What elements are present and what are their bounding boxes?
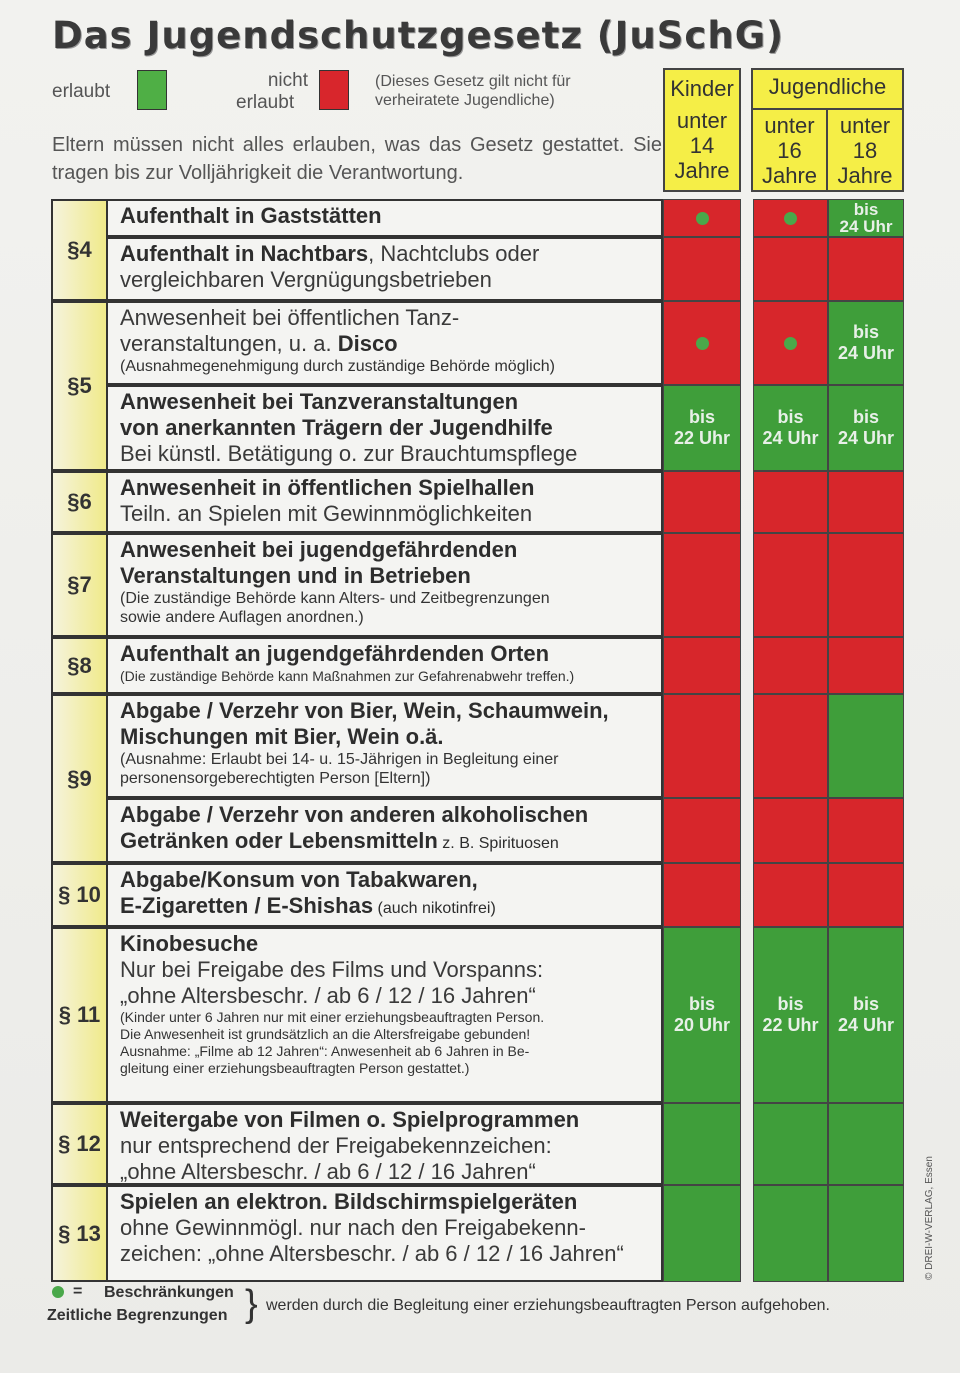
legend-not-allowed-label-2: erlaubt: [236, 92, 295, 113]
row-nachtbars-title: Aufenthalt in Nachtbars: [120, 241, 369, 266]
row-filme-text-2: „ohne Altersbeschr. / ab 6 / 12 / 16 Jahren“: [120, 1159, 536, 1184]
cell-r13-u16: [753, 1185, 828, 1282]
cell-r10-u16: [753, 863, 828, 927]
cell-r1-u14: [663, 199, 741, 237]
cell-r2-u16: [753, 237, 828, 301]
cell-r11-u14-l2: 20 Uhr: [673, 1015, 731, 1035]
intro-text: Eltern müssen nicht alles erlauben, was das Gesetz gestattet. Sie tragen bis zur Volljährigkeit die Verantwortung.: [52, 134, 662, 184]
cell-r2-u18: [828, 237, 904, 301]
row-kino: [106, 927, 663, 1103]
cell-r11-u16-l2: 22 Uhr: [762, 1015, 819, 1035]
copyright: © DREI-W-VERLAG, Essen: [924, 1156, 935, 1280]
row-veranst-note-1: (Die zuständige Behörde kann Alters- und Zeitbegrenzungen: [120, 590, 550, 607]
row-bier-title-2: Mischungen mit Bier, Wein o.ä.: [120, 724, 444, 749]
header-c2-line1: unter: [764, 113, 815, 138]
row-filme-text-1: nur entsprechend der Freigabekennzeichen:: [120, 1133, 552, 1158]
header-u18: [828, 113, 902, 188]
footer-text: werden durch die Begleitung einer erziehungsbeauftragten Person aufgehoben.: [266, 1297, 830, 1314]
header-u16: [753, 113, 826, 188]
cell-r4-u14-l1: bis: [688, 407, 715, 427]
cell-r4-u16-l2: 24 Uhr: [762, 428, 819, 448]
legend-not-allowed-swatch: [319, 70, 349, 110]
page-title: Das Jugendschutzgesetz (JuSchG): [52, 14, 784, 57]
row-disco-text-2: veranstaltungen, u. a.: [120, 331, 338, 356]
section-6: §6: [51, 471, 106, 533]
header-c2-line3: Jahre: [761, 163, 818, 188]
row-nachtbars-text-1: , Nachtclubs oder: [368, 241, 540, 266]
row-spielhallen: [106, 471, 663, 533]
section-5: §5: [51, 301, 106, 471]
cell-r11-u14-l1: bis: [688, 994, 715, 1014]
restriction-dot-icon: [696, 337, 709, 350]
cell-r6-u18: [828, 533, 904, 637]
cell-r8-u18: [828, 694, 904, 798]
cell-r8-u16: [753, 694, 828, 798]
row-filme-title: Weitergabe von Filmen o. Spielprogrammen: [120, 1107, 580, 1132]
cell-r1-u16: [753, 199, 828, 237]
row-jugendhilfe-title-1: Anwesenheit bei Tanzveranstaltungen: [120, 389, 519, 414]
cell-r11-u18: [828, 927, 904, 1103]
section-8: §8: [51, 637, 106, 694]
cell-r11-u18-l1: bis: [852, 994, 879, 1014]
footer-eq: =: [73, 1283, 83, 1300]
cell-r12-u16: [753, 1103, 828, 1185]
row-disco-text-1: Anwesenheit bei öffentlichen Tanz-: [120, 305, 460, 330]
header-c2-line2: 16: [777, 138, 802, 163]
cell-r10-u18: [828, 863, 904, 927]
cell-r13-u14: [663, 1185, 741, 1282]
row-orte-title: Aufenthalt an jugendgefährdenden Orten: [120, 641, 550, 666]
cell-r11-u14: [663, 927, 741, 1103]
row-tabak: [106, 863, 663, 927]
section-11: § 11: [51, 927, 106, 1103]
row-tabak-title-1: Abgabe/Konsum von Tabakwaren,: [120, 867, 478, 892]
legend-not-allowed-label-1: nicht: [267, 70, 308, 91]
cell-r7-u18: [828, 637, 904, 694]
header-c3-line2: 18: [852, 138, 878, 163]
header-kinder-label: Kinder: [670, 76, 734, 101]
header-kinder-u14: [663, 68, 741, 192]
header-c1-line3: Jahre: [674, 158, 730, 183]
cell-r12-u18: [828, 1103, 904, 1185]
cell-r12-u14: [663, 1103, 741, 1185]
brace-icon: }: [245, 1283, 258, 1325]
row-tanz-disco: [106, 301, 663, 385]
section-4: §4: [51, 199, 106, 301]
header-c3-line1: unter: [839, 113, 891, 138]
row-disco-note: (Ausnahmegenehmigung durch zuständige Behörde möglich): [120, 358, 555, 375]
cell-r2-u14: [663, 237, 741, 301]
cell-r9-u14: [663, 798, 741, 863]
cell-r8-u14: [663, 694, 741, 798]
row-jugendhilfe-title-2: von anerkannten Trägern der Jugendhilfe: [120, 415, 553, 440]
row-alkohol-title-1: Abgabe / Verzehr von anderen alkoholischen: [120, 802, 589, 827]
row-kino-note-4: gleitung einer erziehungsbeauftragten Person gestattet.): [120, 1060, 470, 1076]
cell-r11-u16-l1: bis: [777, 994, 804, 1014]
legend-allowed-label: erlaubt: [52, 81, 111, 102]
cell-r3-u14: [663, 301, 741, 385]
cell-r3-u18-l1: bis: [852, 322, 879, 342]
row-alkohol-title-2: Getränken oder Lebensmitteln: [120, 828, 438, 853]
cell-r1-u18: [828, 199, 904, 237]
row-kino-note-3: Ausnahme: „Filme ab 12 Jahren“: Anwesenheit ab 6 Jahren in Be-: [120, 1043, 530, 1059]
cell-r4-u14-l2: 22 Uhr: [673, 428, 731, 448]
row-bier-note-1: (Ausnahme: Erlaubt bei 14- u. 15-Jährigen in Begleitung einer: [120, 751, 559, 768]
cell-r4-u16: [753, 385, 828, 471]
cell-r3-u18: [828, 301, 904, 385]
restriction-dot-icon: [52, 1286, 64, 1298]
cell-r4-u18-l1: bis: [852, 407, 879, 427]
row-disco-title: Disco: [337, 331, 398, 356]
row-orte-note: (Die zuständige Behörde kann Maßnahmen zur Gefahrenabwehr treffen.): [120, 668, 575, 684]
header-c1-line1: unter: [676, 108, 728, 133]
cell-r13-u18: [828, 1185, 904, 1282]
row-spielhallen-text: Teiln. an Spielen mit Gewinnmöglichkeiten: [120, 501, 533, 526]
cell-r9-u18: [828, 798, 904, 863]
header-jugendliche-label: Jugendliche: [755, 73, 900, 101]
cell-r6-u14: [663, 533, 741, 637]
header-c3-line3: Jahre: [837, 163, 893, 188]
row-spiel-title: Spielen an elektron. Bildschirmspielgeräten: [120, 1189, 578, 1214]
cell-r4-u18-l2: 24 Uhr: [837, 428, 895, 448]
row-veranst-title-1: Anwesenheit bei jugendgefährdenden: [120, 537, 518, 562]
row-kino-text-1: Nur bei Freigabe des Films und Vorspanns:: [120, 957, 544, 982]
cell-r5-u14: [663, 471, 741, 533]
cell-r1-u18-l1: bis: [853, 200, 879, 219]
footer-label-2: Zeitliche Begrenzungen: [47, 1307, 228, 1324]
row-bier-note-2: personensorgeberechtigten Person [Eltern]): [120, 770, 431, 787]
row-kino-note-1: (Kinder unter 6 Jahren nur mit einer erziehungsbeauftragten Person.: [120, 1009, 545, 1025]
row-gaststaetten-title: Aufenthalt in Gaststätten: [120, 203, 382, 228]
row-spiel-text-1: ohne Gewinnmögl. nur nach den Freigabekenn-: [120, 1215, 586, 1240]
cell-r1-u18-l2: 24 Uhr: [839, 217, 893, 236]
cell-r6-u16: [753, 533, 828, 637]
row-spiel-text-2: zeichen: „ohne Altersbeschr. / ab 6 / 12 / 16 Jahren“: [120, 1241, 624, 1266]
row-andere-alkohol: [106, 798, 663, 863]
row-alkohol-note: z. B. Spirituosen: [437, 835, 559, 852]
header-c1-line2: 14: [689, 133, 715, 158]
row-kino-note-2: Die Anwesenheit ist grundsätzlich an die Altersfreigabe gebunden!: [120, 1026, 531, 1042]
row-jugendgef-orte: [106, 637, 663, 694]
cell-r4-u14: [663, 385, 741, 471]
legend-note-2: verheiratete Jugendliche): [375, 92, 555, 109]
cell-r11-u18-l2: 24 Uhr: [837, 1015, 895, 1035]
row-bier-wein: [106, 694, 663, 798]
cell-r5-u16: [753, 471, 828, 533]
row-nachtbars: [106, 237, 663, 301]
cell-r7-u16: [753, 637, 828, 694]
row-bier-title-1: Abgabe / Verzehr von Bier, Wein, Schaumwein,: [120, 698, 609, 723]
row-tabak-note: (auch nikotinfrei): [373, 900, 496, 917]
legend-note-1: (Dieses Gesetz gilt nicht für: [375, 73, 571, 90]
row-veranst-title-2: Veranstaltungen und in Betrieben: [120, 563, 471, 588]
legend-allowed-swatch: [137, 70, 167, 110]
restriction-dot-icon: [696, 212, 709, 225]
row-spielhallen-title: Anwesenheit in öffentlichen Spielhallen: [120, 475, 535, 500]
cell-r3-u18-l2: 24 Uhr: [837, 343, 895, 363]
cell-r11-u16: [753, 927, 828, 1103]
row-tabak-title-2: E-Zigaretten / E-Shishas: [120, 893, 374, 918]
restriction-dot-icon: [784, 337, 797, 350]
section-7: §7: [51, 533, 106, 637]
cell-r3-u16: [753, 301, 828, 385]
row-tanz-jugendhilfe: [106, 385, 663, 471]
row-bildschirmspiel: [106, 1185, 663, 1282]
row-jugendgef-veranstaltungen: [106, 533, 663, 637]
section-13: § 13: [51, 1185, 106, 1282]
section-12: § 12: [51, 1103, 106, 1185]
row-veranst-note-2: sowie andere Auflagen anordnen.): [120, 609, 364, 626]
row-kino-text-2: „ohne Altersbeschr. / ab 6 / 12 / 16 Jahren“: [120, 983, 536, 1008]
cell-r7-u14: [663, 637, 741, 694]
row-gaststaetten: [106, 199, 663, 237]
restriction-dot-icon: [784, 212, 797, 225]
cell-r4-u16-l1: bis: [777, 407, 804, 427]
cell-r9-u16: [753, 798, 828, 863]
cell-r5-u18: [828, 471, 904, 533]
section-9: §9: [51, 694, 106, 863]
cell-r10-u14: [663, 863, 741, 927]
row-filme-weitergabe: [106, 1103, 663, 1185]
row-kino-title: Kinobesuche: [120, 931, 259, 956]
row-jugendhilfe-text: Bei künstl. Betätigung o. zur Brauchtumspflege: [120, 441, 578, 466]
footer-label-1: Beschränkungen: [104, 1284, 234, 1301]
section-10: § 10: [51, 863, 106, 927]
cell-r4-u18: [828, 385, 904, 471]
row-nachtbars-text-2: vergleichbaren Vergnügungsbetrieben: [120, 267, 492, 292]
